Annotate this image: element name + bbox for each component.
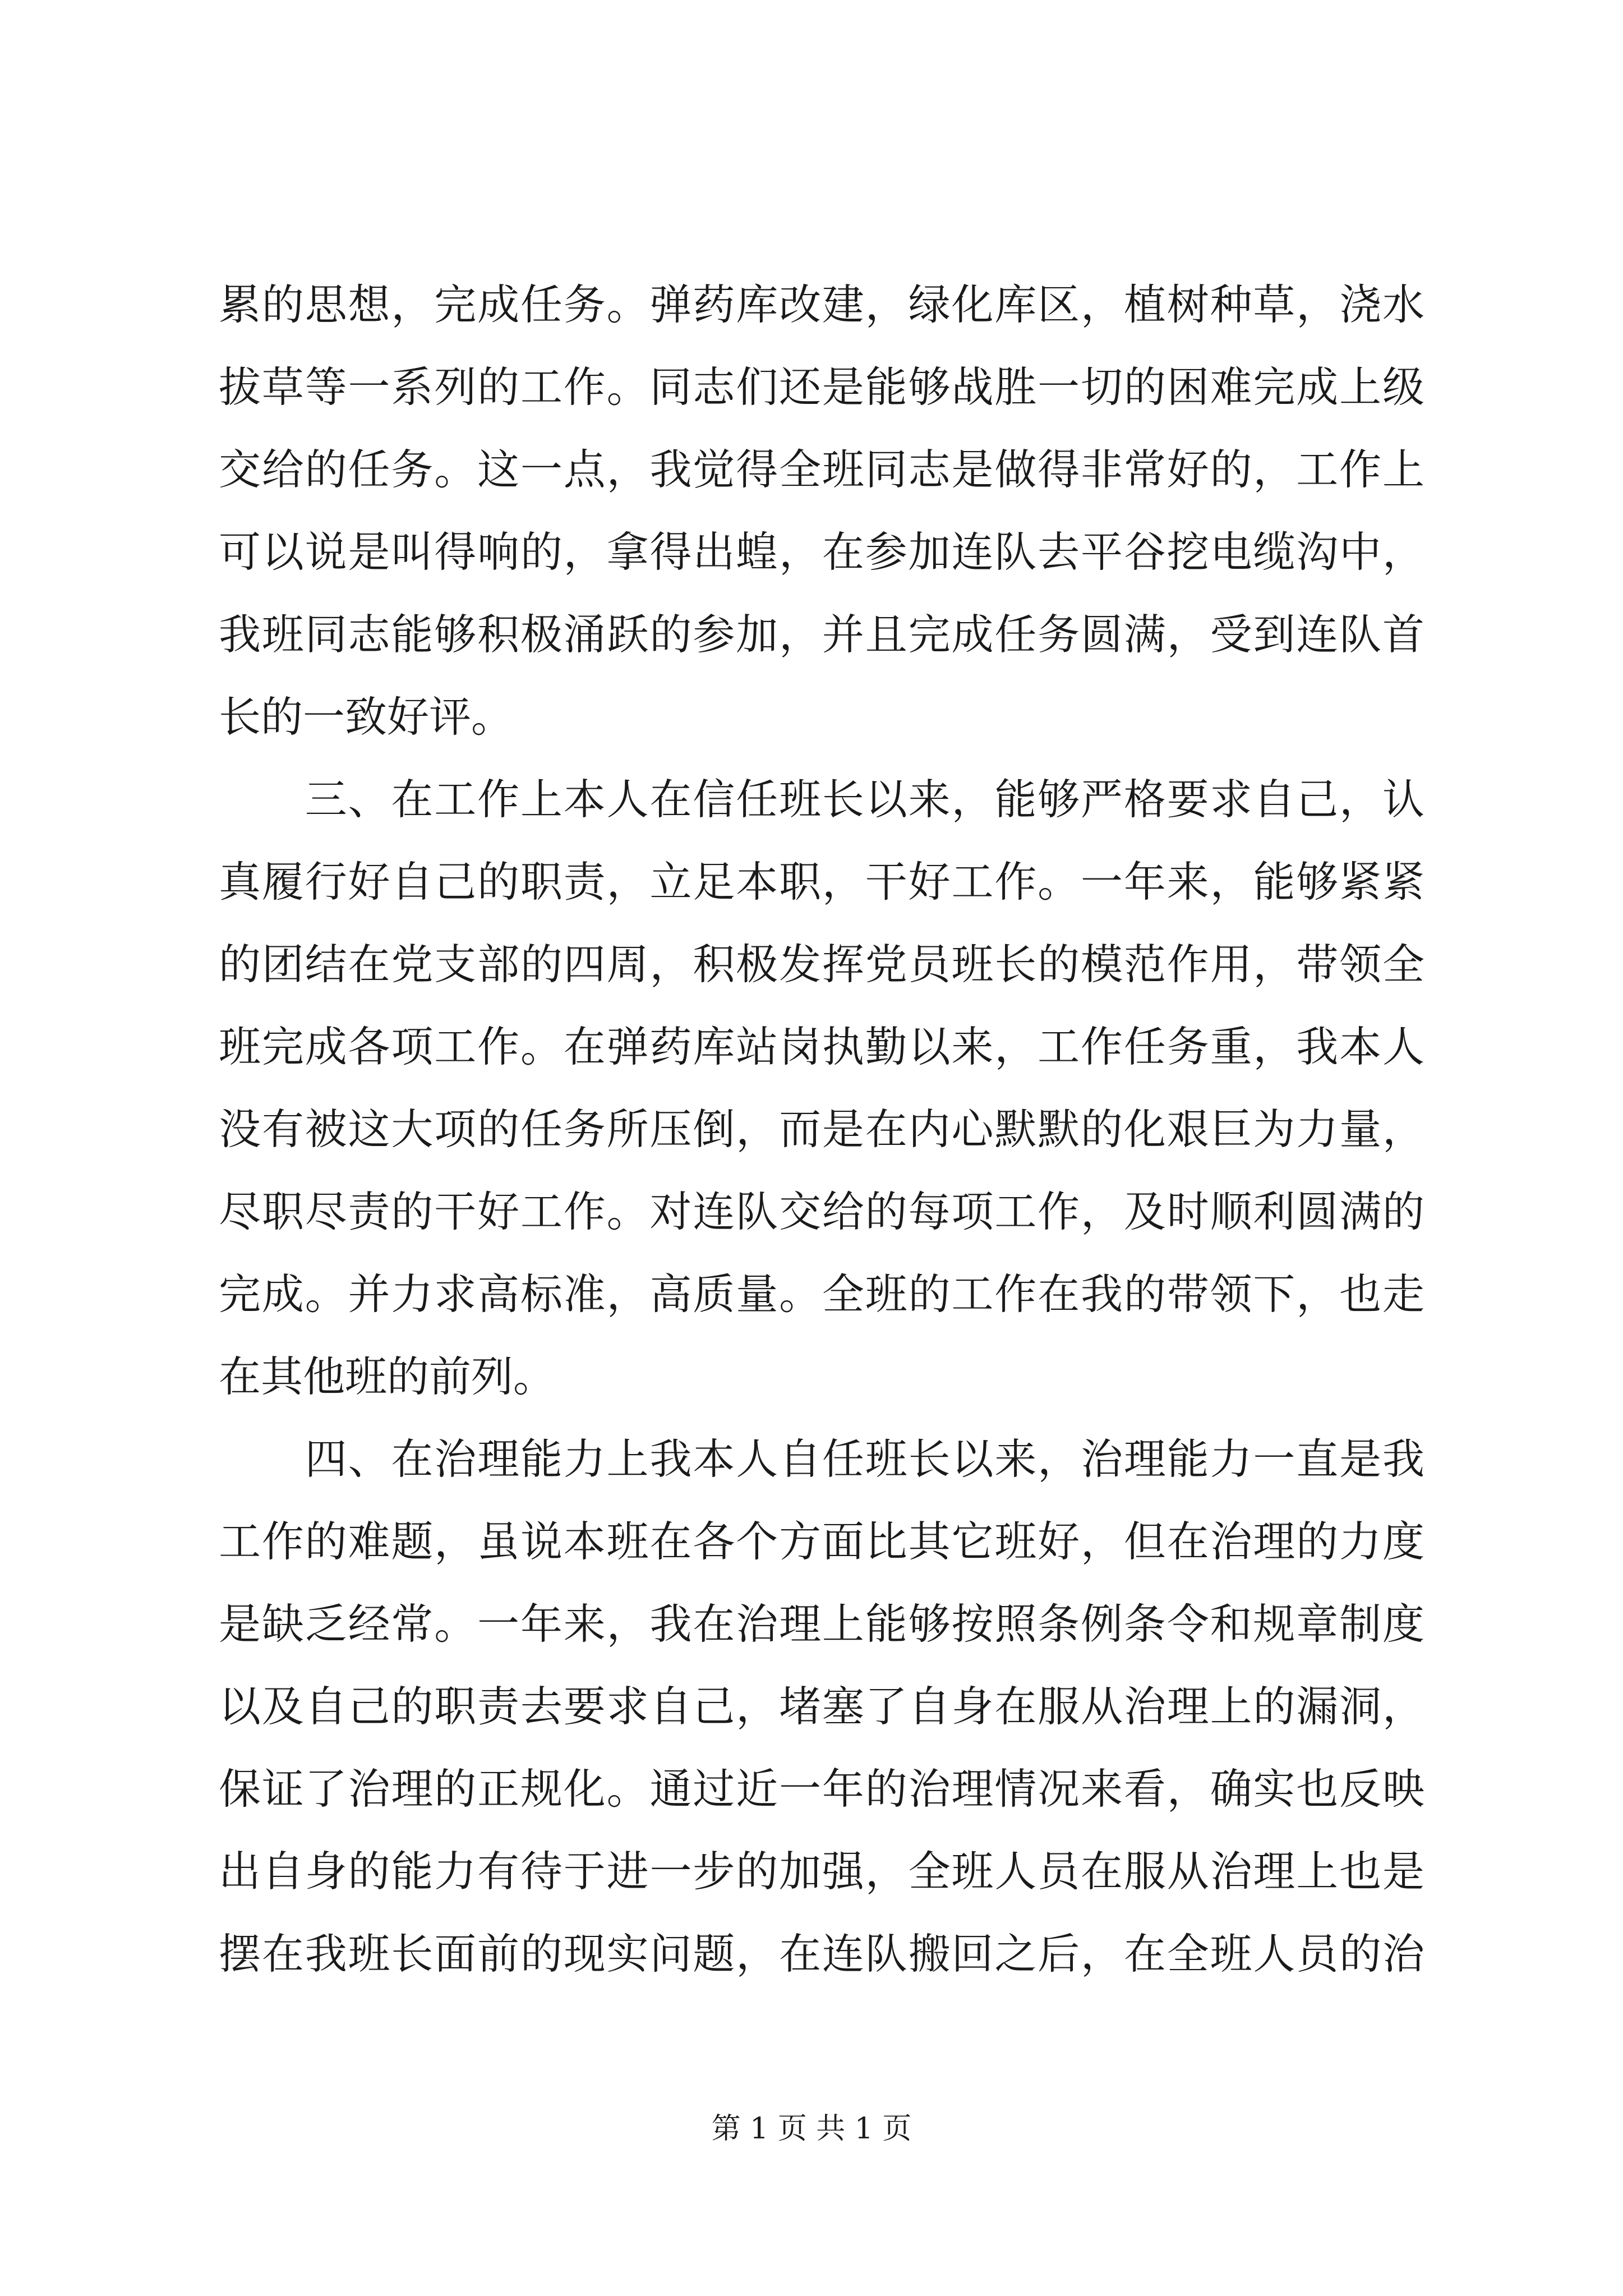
text-line: 拔草等一系列的工作。同志们还是能够战胜一切的困难完成上级 [219,362,1424,412]
text-line: 班完成各项工作。在弹药库站岗执勤以来，工作任务重，我本人 [219,1022,1424,1071]
text-line: 是缺乏经常。一年来，我在治理上能够按照条例条令和规章制度 [219,1599,1424,1649]
text-line: 累的思想，完成任务。弹药库改建，绿化库区，植树种草，浇水 [219,280,1424,329]
text-line: 可以说是叫得响的，拿得出蝗，在参加连队去平谷挖电缆沟中， [219,527,1424,577]
text-line: 交给的任务。这一点，我觉得全班同志是做得非常好的，工作上 [219,445,1424,494]
text-line: 真履行好自己的职责，立足本职，干好工作。一年来，能够紧紧 [219,857,1424,907]
text-line: 我班同志能够积极涌跃的参加，并且完成任务圆满，受到连队首 [219,610,1424,659]
text-line: 的团结在党支部的四周，积极发挥党员班长的模范作用，带领全 [219,940,1424,989]
text-line: 完成。并力求高标准，高质量。全班的工作在我的带领下，也走 [219,1269,1424,1319]
text-line: 长的一致好评。 [219,692,514,742]
text-line: 四、在治理能力上我本人自任班长以来，治理能力一直是我 [219,1434,1424,1484]
text-line: 尽职尽责的干好工作。对连队交给的每项工作，及时顺利圆满的 [219,1187,1424,1236]
text-line: 出自身的能力有待于进一步的加强，全班人员在服从治理上也是 [219,1847,1424,1896]
page-number-label: 第 1 页 共 1 页 [711,2112,912,2146]
text-line: 三、在工作上本人在信任班长以来，能够严格要求自己，认 [219,775,1424,824]
text-line: 工作的难题，虽说本班在各个方面比其它班好，但在治理的力度 [219,1517,1424,1566]
text-line: 摆在我班长面前的现实问题，在连队搬回之后，在全班人员的治 [219,1929,1424,1978]
text-line: 没有被这大项的任务所压倒，而是在内心默默的化艰巨为力量， [219,1105,1424,1154]
text-line: 在其他班的前列。 [219,1352,556,1401]
text-line: 以及自己的职责去要求自己，堵塞了自身在服从治理上的漏洞， [219,1682,1424,1731]
text-line: 保证了治理的正规化。通过近一年的治理情况来看，确实也反映 [219,1764,1424,1814]
document-body [219,264,1424,1995]
page-footer [0,2105,1623,2147]
